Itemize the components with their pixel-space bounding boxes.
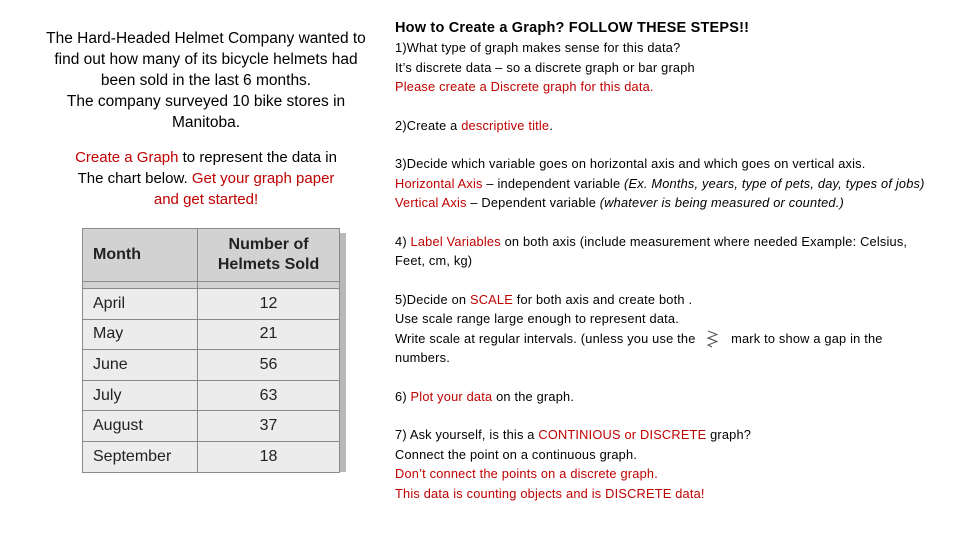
month-cell: May bbox=[83, 319, 198, 350]
step-1-line: It’s discrete data – so a discrete graph or bar graph bbox=[395, 59, 695, 75]
step-7-line: This data is counting objects and is bbox=[395, 485, 606, 501]
step-1-line: Please create a Discrete graph for this data. bbox=[395, 79, 654, 94]
helmets-table-container bbox=[82, 228, 344, 468]
task-paragraph bbox=[40, 147, 372, 210]
step-1 bbox=[395, 38, 940, 97]
sold-cell: 56 bbox=[198, 350, 340, 381]
step-5 bbox=[395, 290, 940, 368]
sold-cell: 21 bbox=[198, 319, 340, 350]
intro-line: find out how many of its bicycle helmets had bbox=[54, 51, 358, 68]
step-5-line: Write scale at regular intervals. (unless you use the bbox=[395, 330, 696, 346]
step-3-highlight: Horizontal Axis bbox=[395, 175, 483, 191]
step-6-text: 6) bbox=[395, 388, 411, 404]
month-cell: April bbox=[83, 289, 198, 320]
step-5-line: mark to show a gap in the bbox=[731, 330, 883, 346]
axis-break-icon bbox=[702, 330, 724, 348]
steps-panel bbox=[395, 18, 940, 503]
table-row bbox=[83, 411, 340, 442]
intro-line: The Hard-Headed Helmet Company wanted to bbox=[46, 30, 366, 47]
month-cell: August bbox=[83, 411, 198, 442]
table-row bbox=[83, 319, 340, 350]
step-5-highlight: SCALE bbox=[469, 291, 513, 307]
step-7-line: Don’t connect the points on a discrete graph. bbox=[395, 466, 658, 482]
intro-line: Manitoba. bbox=[171, 114, 241, 131]
table-row bbox=[83, 441, 340, 472]
step-7-line: Connect the point on a continuous graph. bbox=[395, 446, 638, 462]
step-2 bbox=[395, 116, 940, 136]
steps-title bbox=[395, 18, 940, 38]
helmets-sold-table bbox=[82, 228, 340, 473]
step-5-text: for both axis and create both . bbox=[512, 291, 693, 307]
step-7-text: graph? bbox=[706, 427, 752, 443]
step-3-line: 3)Decide which variable goes on horizontal axis and which goes on vertical axis. bbox=[395, 156, 866, 171]
sold-cell: 18 bbox=[198, 441, 340, 472]
task-highlight: Get your graph paper bbox=[191, 170, 335, 187]
step-1-line: 1)What type of graph makes sense for this data? bbox=[395, 40, 681, 55]
step-3-example: (whatever is being measured or counted.) bbox=[599, 195, 844, 210]
header-line: Number of bbox=[228, 236, 309, 253]
step-7-highlight: CONTINIOUS or DISCRETE bbox=[538, 427, 707, 443]
step-7-line: data! bbox=[671, 485, 705, 501]
table-header-row bbox=[83, 229, 340, 282]
task-text: to represent the data in bbox=[178, 149, 337, 166]
sold-cell: 37 bbox=[198, 411, 340, 442]
table-gap-row bbox=[83, 282, 340, 289]
step-2-highlight: descriptive title bbox=[461, 117, 550, 133]
task-highlight: Create a Graph bbox=[75, 149, 179, 166]
intro-line: The company surveyed 10 bike stores in bbox=[66, 93, 346, 110]
month-cell: June bbox=[83, 350, 198, 381]
step-6-text: on the graph. bbox=[492, 388, 575, 404]
task-text: The chart below. bbox=[77, 170, 192, 187]
step-7-line: DISCRETE bbox=[605, 485, 672, 501]
steps-title-text: How to Create a Graph? FOLLOW THESE STEPS!! bbox=[395, 20, 750, 36]
step-3-text: – Dependent variable bbox=[466, 195, 600, 210]
month-cell: July bbox=[83, 380, 198, 411]
step-6 bbox=[395, 387, 940, 407]
step-5-text: 5)Decide on bbox=[395, 291, 470, 307]
step-2-text: 2)Create a bbox=[395, 117, 462, 133]
intro-paragraph bbox=[22, 28, 390, 133]
table-row bbox=[83, 350, 340, 381]
step-2-text: . bbox=[549, 117, 554, 133]
step-3-text: – independent variable bbox=[482, 175, 625, 191]
header-helmets-sold bbox=[198, 229, 340, 282]
step-3-example: (Ex. Months, years, type of pets, day, types of jobs) bbox=[624, 175, 925, 191]
table-row bbox=[83, 380, 340, 411]
sold-cell: 63 bbox=[198, 380, 340, 411]
intro-line: been sold in the last 6 months. bbox=[100, 72, 312, 89]
step-5-line: numbers. bbox=[395, 350, 450, 366]
step-4 bbox=[395, 232, 940, 271]
step-4-highlight: Label Variables bbox=[410, 233, 501, 249]
step-3-highlight: Vertical Axis bbox=[395, 195, 467, 210]
step-4-text: 4) bbox=[395, 233, 411, 249]
header-line: Helmets Sold bbox=[217, 256, 320, 273]
month-cell: September bbox=[83, 441, 198, 472]
task-highlight: and get started! bbox=[153, 191, 259, 208]
step-6-highlight: Plot your data bbox=[410, 388, 493, 404]
header-month: Month bbox=[83, 229, 198, 282]
step-7-text: 7) Ask yourself, is this a bbox=[395, 427, 539, 443]
step-3 bbox=[395, 154, 940, 213]
step-4-text: on both axis (include measurement where needed Example: Celsius, Feet, cm, kg) bbox=[395, 233, 908, 268]
step-7 bbox=[395, 425, 940, 503]
sold-cell: 12 bbox=[198, 289, 340, 320]
step-5-line: Use scale range large enough to represent data. bbox=[395, 311, 680, 326]
table-row bbox=[83, 289, 340, 320]
